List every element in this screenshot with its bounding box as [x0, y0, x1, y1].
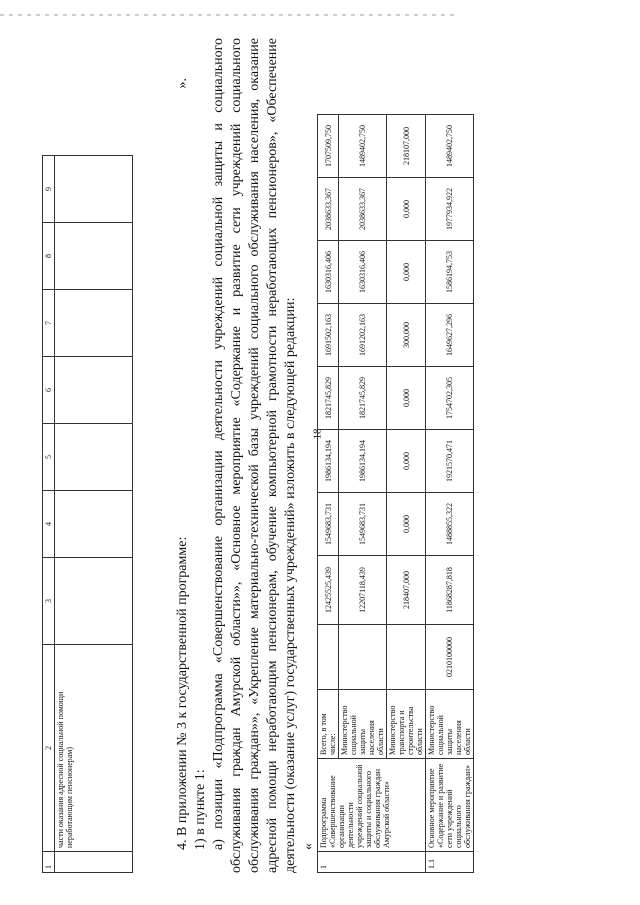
scan-artifact-line — [0, 14, 455, 16]
code — [387, 624, 426, 689]
value: 0,000 — [387, 429, 426, 492]
value: 1549683,731 — [318, 492, 339, 555]
page-number: 18 — [311, 428, 324, 440]
row-name: Подпрограмма «Совершенствование организации деятельности учреждений социальной защиты и социального обслуживания граждан Амурской области» — [318, 758, 426, 851]
value: 1821745,829 — [339, 366, 387, 429]
header-cell: 9 — [43, 155, 55, 222]
executor: Всего, в том числе: — [318, 689, 339, 758]
row-number: 1 — [318, 851, 426, 872]
header-cell: 1 — [43, 851, 55, 872]
code — [318, 624, 339, 689]
header-cell: 2 — [43, 644, 55, 851]
empty-cell — [55, 423, 133, 490]
header-cell: 5 — [43, 423, 55, 490]
value: 1691502,163 — [318, 303, 339, 366]
header-cell: 6 — [43, 356, 55, 423]
value: 1754702,305 — [426, 366, 474, 429]
value: 0,000 — [387, 177, 426, 240]
header-cell: 3 — [43, 557, 55, 644]
value: 12425525,439 — [318, 555, 339, 624]
value: 1707509,750 — [318, 114, 339, 177]
value: 1691202,163 — [339, 303, 387, 366]
value: 1549683,731 — [339, 492, 387, 555]
row-number: 1.1 — [426, 851, 474, 872]
empty-cell — [55, 289, 133, 356]
value: 1586194,753 — [426, 240, 474, 303]
row-name: Основное мероприятие «Содержание и развитие сети учреждений социального обслуживания граждан» — [426, 758, 474, 851]
code — [339, 624, 387, 689]
empty-cell — [55, 155, 133, 222]
value: 0,000 — [387, 240, 426, 303]
value: 1921570,471 — [426, 429, 474, 492]
value: 1630316,406 — [318, 240, 339, 303]
value: 0,000 — [387, 492, 426, 555]
value: 2038633,367 — [318, 177, 339, 240]
value: 218407,000 — [387, 555, 426, 624]
value: 11868287,818 — [426, 555, 474, 624]
value: 1821745,829 — [318, 366, 339, 429]
value: 2038633,367 — [339, 177, 387, 240]
amendment-text — [174, 38, 318, 873]
header-cell: 8 — [43, 222, 55, 289]
value: 1649627,296 — [426, 303, 474, 366]
paragraph: 4. В приложении № 3 к государственной программе: — [175, 536, 190, 850]
value: 1630316,406 — [339, 240, 387, 303]
program-table — [317, 114, 474, 873]
paragraph: а) позиции «Подпрограмма «Совершенствование организации деятельности учреждений социальной защиты и социального обслуживания граждан Амурской области»», «Основное мероприятие «Содержание и развитие сети учреждений социального обслуживания граждан»», «Укрепление материально-технической базы учреждений социального обслуживания населения, оказание адресной помощи неработающим пенсионерам, обучение компьютерной грамотности неработающих пенсионеров», «Обеспечение деятельности (оказание услуг) государственных учреждений» изложить в следующей редакции: — [211, 37, 298, 873]
header-cell: 4 — [43, 490, 55, 557]
closing-quote: ». — [175, 77, 190, 88]
empty-cell — [55, 356, 133, 423]
code: 0210100000 — [426, 624, 474, 689]
continuation-table — [42, 155, 133, 873]
executor: Министерство социальной защиты населения области — [426, 689, 474, 758]
value: 1977934,922 — [426, 177, 474, 240]
empty-cell — [55, 557, 133, 644]
value: 1986134,194 — [318, 429, 339, 492]
executor: Министерство социальной защиты населения области — [339, 689, 387, 758]
row-text-cell: части оказания адресной социальной помощи неработающим пенсионерам) — [55, 644, 133, 851]
value: 1488855,322 — [426, 492, 474, 555]
empty-cell — [55, 490, 133, 557]
empty-cell — [55, 851, 133, 872]
value: 1986134,194 — [339, 429, 387, 492]
paragraph: 1) в пункте 1: — [193, 768, 208, 850]
value: 300,000 — [387, 303, 426, 366]
executor: Министерство транспорта и строительства области — [387, 689, 426, 758]
value: 1489402,750 — [426, 114, 474, 177]
document-sheet — [15, 18, 625, 888]
value: 218107,000 — [387, 114, 426, 177]
value: 12207118,439 — [339, 555, 387, 624]
value: 1489402,750 — [339, 114, 387, 177]
header-cell: 7 — [43, 289, 55, 356]
empty-cell — [55, 222, 133, 289]
open-quote: « — [301, 842, 316, 850]
value: 0,000 — [387, 366, 426, 429]
